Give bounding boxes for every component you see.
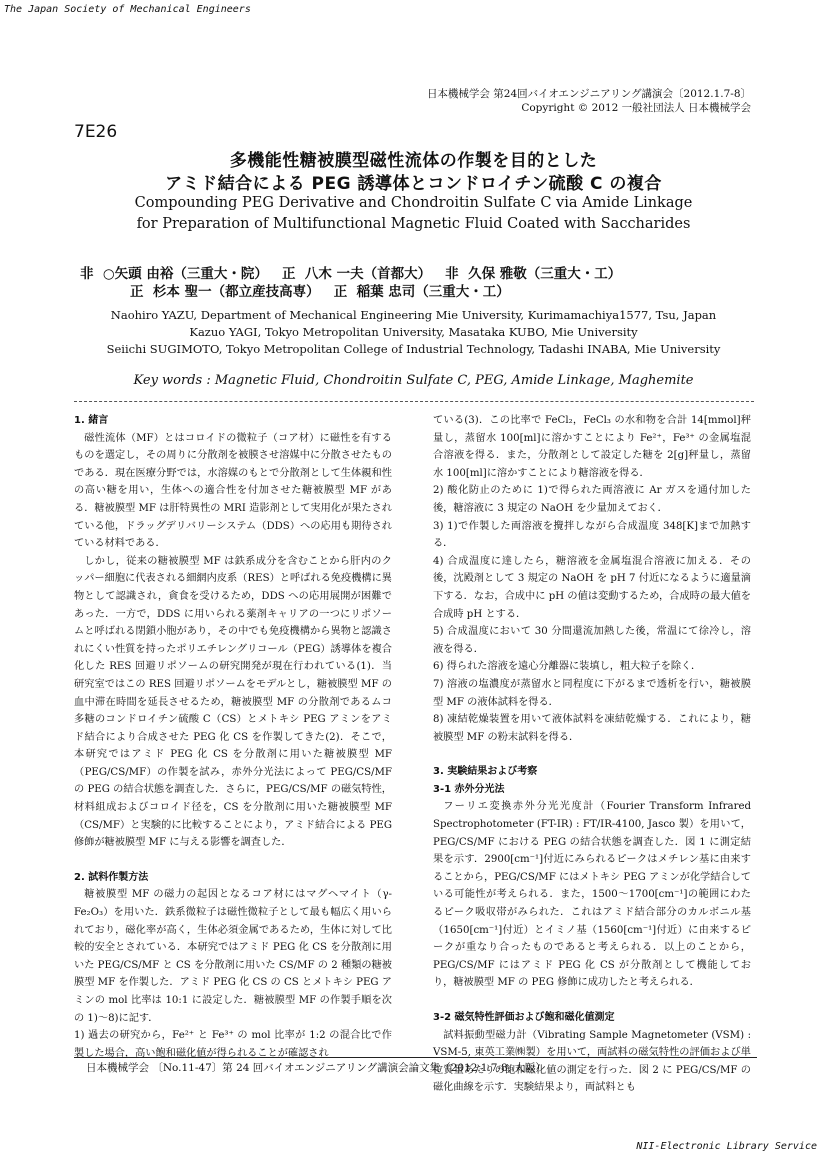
proceedings-footer: 日本機械学会 〔No.11-47〕第 24 回バイオエンジニアリング講演会論文集（2012.1.7-8, 大阪） bbox=[86, 1062, 546, 1074]
authors-japanese-line-2: 正 杉本 聖一（都立産技高専） 正 稲葉 忠司（三重大・工） bbox=[130, 284, 510, 300]
section-3-1-heading: 3-1 赤外分光法 bbox=[433, 783, 505, 795]
section-2-step: 3) 1)で作製した両溶液を攪拌しながら合成温度 348[K]まで加熱する． bbox=[433, 520, 751, 550]
section-2-step: 6) 得られた溶液を遠心分離器に装填し，粗大粒子を除く． bbox=[433, 661, 702, 673]
section-2-heading: 2. 試料作製方法 bbox=[74, 871, 149, 883]
section-2-step: ている(3)．この比率で FeCl₂，FeCl₃ の水和物を合計 14[mmol]秤量し，蒸留水 100[ml]に溶かすことにより Fe²⁺，Fe³⁺ の金属塩混合溶液を得る．また，分散剤として設定した糖を 2[g]秤量し，蒸留水 100[ml]に溶かすことにより糖溶液を得る． bbox=[433, 415, 751, 479]
authors-japanese-line-1: 非 ○矢頭 由裕（三重大・院） 正 八木 一夫（首都大） 非 久保 雅敬（三重大・工） bbox=[80, 266, 622, 282]
left-column bbox=[74, 412, 392, 1062]
section-2-step: 5) 合成温度において 30 分間還流加熱した後，常温にて徐冷し，溶液を得る． bbox=[433, 626, 751, 655]
section-3-2-heading: 3-2 磁気特性評価および飽和磁化値測定 bbox=[433, 1012, 615, 1023]
right-column bbox=[433, 412, 751, 1097]
section-2-step: 4) 合成温度に達したら，糖溶液を金属塩混合溶液に加える．その後，沈殿剤として 3 規定の NaOH を pH 7 付近になるように適量滴下する．なお，合成中に pH の値は変動するため，合成時の最大値を合成時 pH とする． bbox=[433, 555, 751, 620]
title-english-line-1: Compounding PEG Derivative and Chondroitin Sulfate C via Amide Linkage bbox=[134, 195, 693, 211]
section-1-heading: 1. 緒言 bbox=[74, 415, 109, 426]
header-divider bbox=[74, 401, 754, 402]
section-2-step: 7) 溶液の塩濃度が蒸留水と同程度に下がるまで透析を行い，糖被膜型 MF の液体試料を得る． bbox=[433, 678, 751, 708]
section-3-1-paragraph: フーリエ変換赤外分光光度計（Fourier Transform Infrared Spectrophotometer (FT-IR) : FT/IR-4100, Jasco 製）を用いて，PEG/CS/MF における PEG の結合状態を調査した．図 1 に測定結果を示す．2900[cm⁻¹]付近にみられるピークはメチレン基に由来することから，PEG/CS/MF にはメトキシ PEG アミンが化学結合している可能性が考えられる．また，1500〜1700[cm⁻¹]の範囲にわたるピーク吸収帯がみられた．これはアミド結合部分のカルボニル基（1650[cm⁻¹]付近）とイミノ基（1560[cm⁻¹]付近）に由来するピークが重なり合ったものであると考えられる．以上のことから，PEG/CS/MF にはアミド PEG 化 CS が分散剤として機能しており，糖被膜型 MF の PEG 修飾に成功したと考えられる． bbox=[433, 801, 751, 989]
section-2-paragraph: 糖被膜型 MF の磁力の起因となるコア材にはマグヘマイト（γ-Fe₂O₃）を用いた．鉄系微粒子は磁性微粒子として最も幅広く用いられており，磁化率が高く，生体必須金属であるため，生体に対して比較的安全とされている．本研究ではアミド PEG 化 CS を分散剤に用いた PEG/CS/MF と CS を分散剤に用いた CS/MF の 2 種類の糖被膜型 MF を作製した．アミド PEG 化 CS の CS とメトキシ PEG アミンの mol 比率は 10:1 に設定した．糖被膜型 MF の作製手順を次の 1)〜8)に記す． bbox=[74, 889, 392, 1024]
affiliation-line-1: Naohiro YAZU, Department of Mechanical Engineering Mie University, Kurimamachiya1577, Tsu, Japan bbox=[110, 308, 717, 322]
title-japanese-line-1: 多機能性糖被膜型磁性流体の作製を目的とした bbox=[229, 151, 598, 171]
affiliation-line-2: Kazuo YAGI, Tokyo Metropolitan University, Masataka KUBO, Mie University bbox=[189, 325, 638, 339]
title-english-line-2: for Preparation of Multifunctional Magnetic Fluid Coated with Saccharides bbox=[136, 216, 691, 232]
section-2-step: 2) 酸化防止のために 1)で得られた両溶液に Ar ガスを通付加した後，糖溶液に 3 規定の NaOH を少量加えておく． bbox=[433, 485, 751, 514]
title-japanese-line-2: アミド結合による PEG 誘導体とコンドロイチン硫酸 C の複合 bbox=[165, 174, 662, 194]
section-3-heading: 3. 実験結果および考察 bbox=[433, 766, 538, 778]
section-1-paragraph: しかし，従来の糖被膜型 MF は鉄系成分を含むことから肝内のクッパー細胞に代表される細網内皮系（RES）と呼ばれる免疫機構に異物として認識され，貪食を受けるため，DDS への応用展開が困難であった．一方で，DDS に用いられる薬剤キャリアの一つにリポソームと呼ばれる閉鎖小胞があり，その中でも免疫機構から異物と認識されにくい性質を持ったポリエチレングリコール（PEG）誘導体を複合化した RES 回避リポソームの研究開発が現在行われている(1)．当研究室ではこの RES 回避リポソームをモデルとし，糖被膜型 MF の血中滞在時間を延長させるため，糖被膜型 MF の分散剤であるムコ多糖のコンドロイチン硫酸 C（CS）とメトキシ PEG アミンをアミド結合により合成させた PEG 化 CS を作製してきた(2)．そこで，本研究ではアミド PEG 化 CS を分散剤に用いた糖被膜型 MF（PEG/CS/MF）の作製を試み，赤外分光法によって PEG/CS/MF の PEG の結合状態を調査した．さらに，PEG/CS/MF の磁気特性，材料組成およびコロイド径を，CS を分散剤に用いた糖被膜型 MF（CS/MF）と実験的に比較することにより，アミド結合による PEG 修飾が糖被膜型 MF に与える影響を調査した． bbox=[74, 555, 392, 849]
society-watermark: The Japan Society of Mechanical Engineers bbox=[4, 4, 251, 15]
nii-watermark: NII-Electronic Library Service bbox=[636, 1141, 817, 1152]
conference-line: 日本機械学会 第24回バイオエンジニアリング講演会〔2012.1.7-8〕 bbox=[426, 88, 751, 100]
affiliation-line-3: Seiichi SUGIMOTO, Tokyo Metropolitan College of Industrial Technology, Tadashi INABA, Mie University bbox=[106, 342, 721, 356]
section-3-2-paragraph: 試料振動型磁力計（Vibrating Sample Magnetometer (VSM) : VSM-5, 東英工業㈱製）を用いて，両試料の磁気特性の評価および単位質量あたりの飽和磁化値の測定を行った．図 2 に PEG/CS/MF の磁化曲線を示す．実験結果より，両試料とも bbox=[433, 1029, 751, 1094]
copyright-line: Copyright © 2012 一般社団法人 日本機械学会 bbox=[521, 102, 751, 114]
footer-divider bbox=[74, 1057, 757, 1058]
section-1-paragraph: 磁性流体（MF）とはコロイドの微粒子（コア材）に磁性を有するものを選定し，その周りに分散剤を被膜させ溶媒中に分散させたものである．現在医療分野では，水溶媒のもとで分散剤として生体親和性の高い糖を用い，生体への適合性を付加させた糖被膜型 MF がある．糖被膜型 MF は肝特異性の MRI 造影剤として実用化が果たされている他，ドラッグデリバリーシステム（DDS）への応用も期待されている材料である． bbox=[74, 432, 392, 550]
paper-code: 7E26 bbox=[74, 122, 118, 142]
section-2-step: 8) 凍結乾燥装置を用いて液体試料を凍結乾燥する．これにより，糖被膜型 MF の粉末試料を得る． bbox=[433, 714, 751, 743]
section-2-step: 1) 過去の研究から，Fe²⁺ と Fe³⁺ の mol 比率が 1:2 の混合比で作製した場合，高い飽和磁化値が得られることが確認され bbox=[74, 1030, 392, 1059]
keywords: Key words : Magnetic Fluid, Chondroitin Sulfate C, PEG, Amide Linkage, Maghemite bbox=[133, 373, 694, 388]
